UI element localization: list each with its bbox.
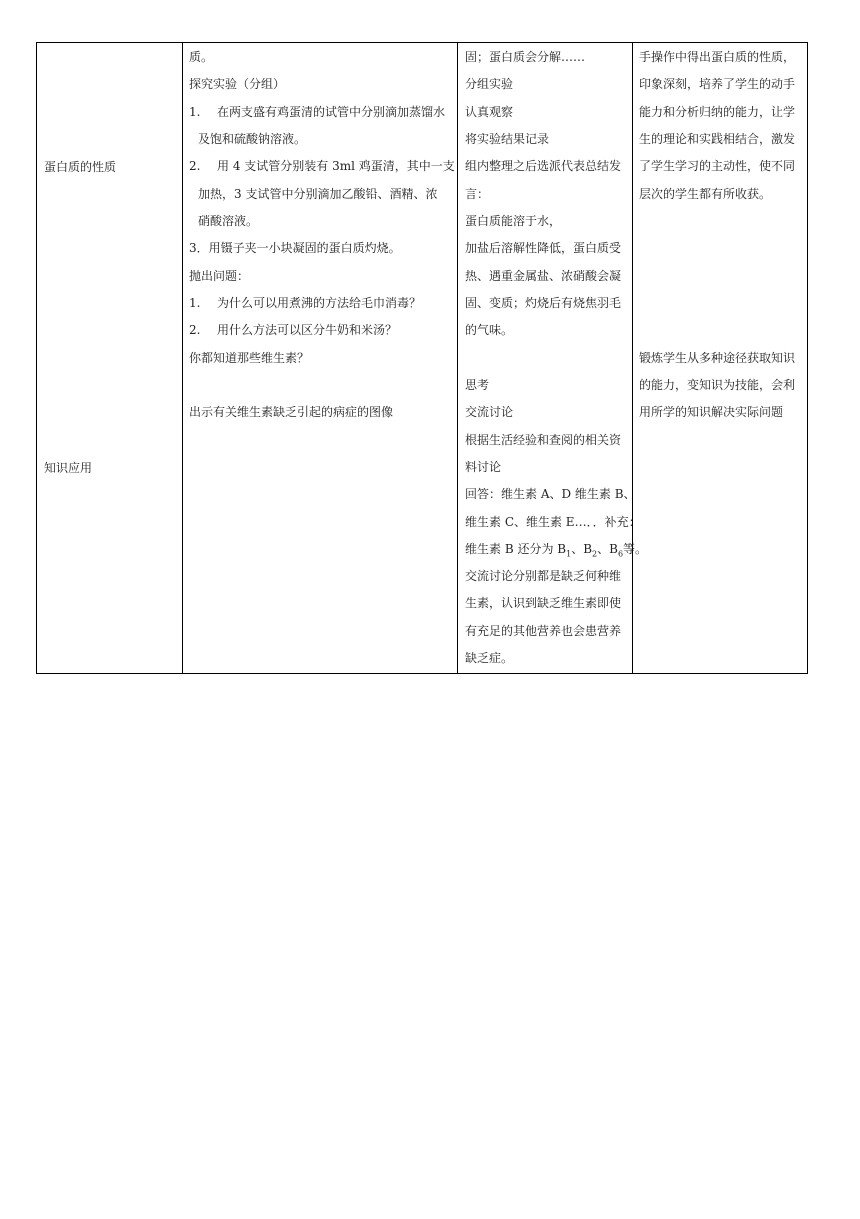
text-line: 你都知道那些维生素？ xyxy=(189,351,310,365)
text-line: 的气味。 xyxy=(465,323,514,337)
text-line: 探究实验（分组） xyxy=(189,77,286,91)
text-line: 交流讨论分别都是缺乏何种维 xyxy=(465,569,622,583)
subscript: 1 xyxy=(566,549,572,559)
text-line: 用所学的知识解决实际问题 xyxy=(639,405,784,419)
text-line: 生的理论和实践相结合，激发 xyxy=(639,132,796,146)
text-line: 能力和分析归纳的能力，让学 xyxy=(639,105,796,119)
text-line: 层次的学生都有所收获。 xyxy=(639,187,772,201)
text-line: 3．用镊子夹一小块凝固的蛋白质灼烧。 xyxy=(189,241,401,255)
text-line: 锻炼学生从多种途径获取知识 xyxy=(639,351,796,365)
list-text: 为什么可以用煮沸的方法给毛巾消毒？ xyxy=(217,296,422,310)
text-line xyxy=(465,541,647,557)
list-number: 1. xyxy=(189,296,201,310)
text-line: 热、遇重金属盐、浓硝酸会凝 xyxy=(465,269,622,283)
text-line: 加热，3 支试管中分别滴加乙酸铅、酒精、浓 xyxy=(198,187,438,201)
text-line: 的能力，变知识为技能，会利 xyxy=(639,378,796,392)
text-line: 根据生活经验和查阅的相关资 xyxy=(465,433,622,447)
lesson-plan-table xyxy=(36,42,808,674)
text-line: 交流讨论 xyxy=(465,405,514,419)
table-row xyxy=(37,43,808,674)
text-line: 将实验结果记录 xyxy=(465,132,550,146)
list-text: 用 4 支试管分别装有 3ml 鸡蛋清，其中一支 xyxy=(217,159,455,173)
text-line: 印象深刻，培养了学生的动手 xyxy=(639,77,796,91)
list-text: 用什么方法可以区分牛奶和米汤？ xyxy=(217,323,398,337)
text-line: 思考 xyxy=(465,378,490,392)
list-item xyxy=(189,104,445,120)
text-line: 加盐后溶解性降低，蛋白质受 xyxy=(465,241,622,255)
section-heading-properties: 蛋白质的性质 xyxy=(44,160,117,174)
text-fragment: 、B xyxy=(571,542,593,556)
text-line: 质。 xyxy=(189,50,214,64)
student-activity-column xyxy=(458,43,648,674)
text-line: 分组实验 xyxy=(465,77,514,91)
text-line: 料讨论 xyxy=(465,460,502,474)
text-line: 回答：维生素 A、D 维生素 B、 xyxy=(465,487,636,501)
text-line: 固；蛋白质会分解…… xyxy=(465,50,586,64)
list-text: 在两支盛有鸡蛋清的试管中分别滴加蒸馏水 xyxy=(217,105,446,119)
text-line: 认真观察 xyxy=(465,105,514,119)
text-line: 生素，认识到缺乏维生素即使 xyxy=(465,596,622,610)
text-fragment: 维生素 B 还分为 B xyxy=(465,542,567,556)
text-fragment: 、B xyxy=(597,542,618,556)
text-line: 蛋白质能溶于水， xyxy=(465,214,562,228)
list-item xyxy=(189,322,397,338)
section-column xyxy=(37,43,183,674)
text-line: 了学生学习的主动性，使不同 xyxy=(639,159,796,173)
text-line: 组内整理之后选派代表总结发 xyxy=(465,159,622,173)
text-line: 硝酸溶液。 xyxy=(198,214,259,228)
list-item xyxy=(189,158,455,174)
text-line: 抛出问题： xyxy=(189,269,250,283)
text-line: 言： xyxy=(465,187,490,201)
text-fragment: 等。 xyxy=(623,542,648,556)
subscript: 2 xyxy=(592,549,598,559)
text-line: 固、变质；灼烧后有烧焦羽毛 xyxy=(465,296,622,310)
design-intent-column xyxy=(633,43,808,674)
subscript: 6 xyxy=(617,549,624,559)
list-number: 2. xyxy=(189,159,201,173)
text-line: 缺乏症。 xyxy=(465,651,514,665)
text-line: 及饱和硫酸钠溶液。 xyxy=(198,132,307,146)
text-line: 出示有关维生素缺乏引起的病症的图像 xyxy=(189,405,394,419)
text-line: 手操作中得出蛋白质的性质， xyxy=(639,50,796,64)
teacher-activity-column xyxy=(183,43,458,674)
list-number: 1. xyxy=(189,105,201,119)
text-line: 维生素 C、维生素 E…．．补充： xyxy=(465,515,641,529)
text-line: 有充足的其他营养也会患营养 xyxy=(465,624,622,638)
section-heading-application: 知识应用 xyxy=(44,461,93,475)
list-number: 2. xyxy=(189,323,201,337)
list-item xyxy=(189,295,421,311)
